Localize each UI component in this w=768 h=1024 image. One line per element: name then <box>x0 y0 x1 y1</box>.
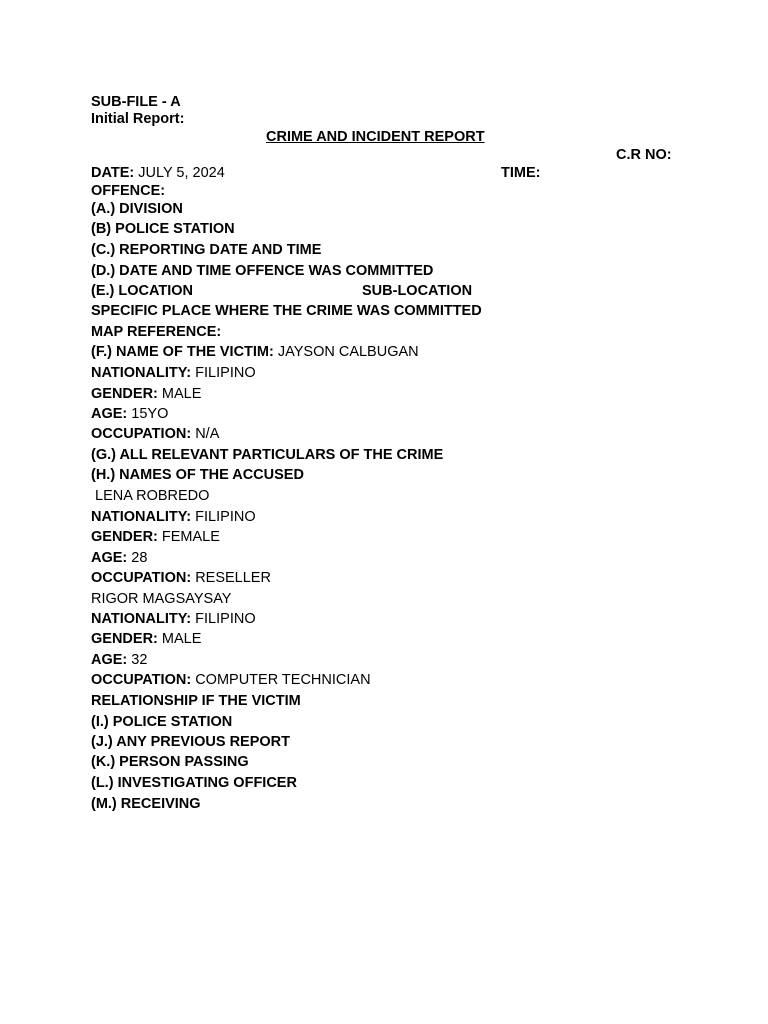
victim-occupation-row <box>91 426 219 443</box>
victim-nationality-row <box>91 365 256 382</box>
accused-1-gender: FEMALE <box>161 529 220 545</box>
nationality-label: NATIONALITY: <box>91 611 192 627</box>
victim-nationality: FILIPINO <box>195 365 256 381</box>
victim-gender: MALE <box>161 386 202 402</box>
section-e-sublocation: SUB-LOCATION <box>362 283 473 299</box>
section-h: (H.) NAMES OF THE ACCUSED <box>91 467 304 483</box>
accused-2-name: RIGOR MAGSAYSAY <box>91 591 232 607</box>
date-value: JULY 5, 2024 <box>138 165 225 181</box>
accused-1-occupation-row <box>91 570 271 587</box>
accused-2-gender-row <box>91 631 201 648</box>
nationality-label: NATIONALITY: <box>91 365 192 381</box>
section-m: (M.) RECEIVING <box>91 796 201 812</box>
relationship-label: RELATIONSHIP IF THE VICTIM <box>91 693 301 709</box>
accused-1-occupation: RESELLER <box>195 570 271 586</box>
victim-name-label: (F.) NAME OF THE VICTIM: <box>91 344 274 360</box>
age-label: AGE: <box>91 550 128 566</box>
occupation-label: OCCUPATION: <box>91 570 192 586</box>
accused-2-age: 32 <box>131 652 148 668</box>
victim-age-row <box>91 406 168 423</box>
accused-2-nationality-row <box>91 611 256 628</box>
accused-1-age: 28 <box>131 550 148 566</box>
accused-2-gender: MALE <box>161 631 202 647</box>
section-i: (I.) POLICE STATION <box>91 714 233 730</box>
accused-1-name: LENA ROBREDO <box>95 488 210 504</box>
date-row <box>91 165 225 182</box>
accused-1-gender-row <box>91 529 220 546</box>
accused-1-age-row <box>91 550 147 567</box>
age-label: AGE: <box>91 406 128 422</box>
victim-name-row <box>91 344 419 361</box>
victim-gender-row <box>91 386 201 403</box>
accused-2-occupation-row <box>91 672 371 689</box>
section-d: (D.) DATE AND TIME OFFENCE WAS COMMITTED <box>91 263 434 279</box>
section-b: (B) POLICE STATION <box>91 221 235 237</box>
initial-report-label: Initial Report: <box>91 111 185 127</box>
occupation-label: OCCUPATION: <box>91 426 192 442</box>
gender-label: GENDER: <box>91 631 158 647</box>
section-j: (J.) ANY PREVIOUS REPORT <box>91 734 291 750</box>
section-a: (A.) DIVISION <box>91 201 183 217</box>
accused-2-nationality: FILIPINO <box>195 611 256 627</box>
accused-1-nationality-row <box>91 509 256 526</box>
date-label: DATE: <box>91 165 135 181</box>
section-c: (C.) REPORTING DATE AND TIME <box>91 242 322 258</box>
age-label: AGE: <box>91 652 128 668</box>
section-k: (K.) PERSON PASSING <box>91 754 249 770</box>
occupation-label: OCCUPATION: <box>91 672 192 688</box>
section-l: (L.) INVESTIGATING OFFICER <box>91 775 297 791</box>
victim-name: JAYSON CALBUGAN <box>277 344 419 360</box>
accused-2-age-row <box>91 652 147 669</box>
cr-no-label: C.R NO: <box>616 147 672 163</box>
offence-label: OFFENCE: <box>91 183 166 199</box>
map-reference: MAP REFERENCE: <box>91 324 222 340</box>
section-g: (G.) ALL RELEVANT PARTICULARS OF THE CRIME <box>91 447 444 463</box>
accused-2-occupation: COMPUTER TECHNICIAN <box>195 672 371 688</box>
time-label: TIME: <box>501 165 541 181</box>
gender-label: GENDER: <box>91 386 158 402</box>
nationality-label: NATIONALITY: <box>91 509 192 525</box>
section-e-location: (E.) LOCATION <box>91 283 194 299</box>
victim-occupation: N/A <box>195 426 220 442</box>
subfile-label: SUB-FILE - A <box>91 94 181 110</box>
gender-label: GENDER: <box>91 529 158 545</box>
report-title: CRIME AND INCIDENT REPORT <box>266 129 485 145</box>
victim-age: 15YO <box>131 406 169 422</box>
accused-1-nationality: FILIPINO <box>195 509 256 525</box>
specific-place: SPECIFIC PLACE WHERE THE CRIME WAS COMMITTED <box>91 303 482 319</box>
